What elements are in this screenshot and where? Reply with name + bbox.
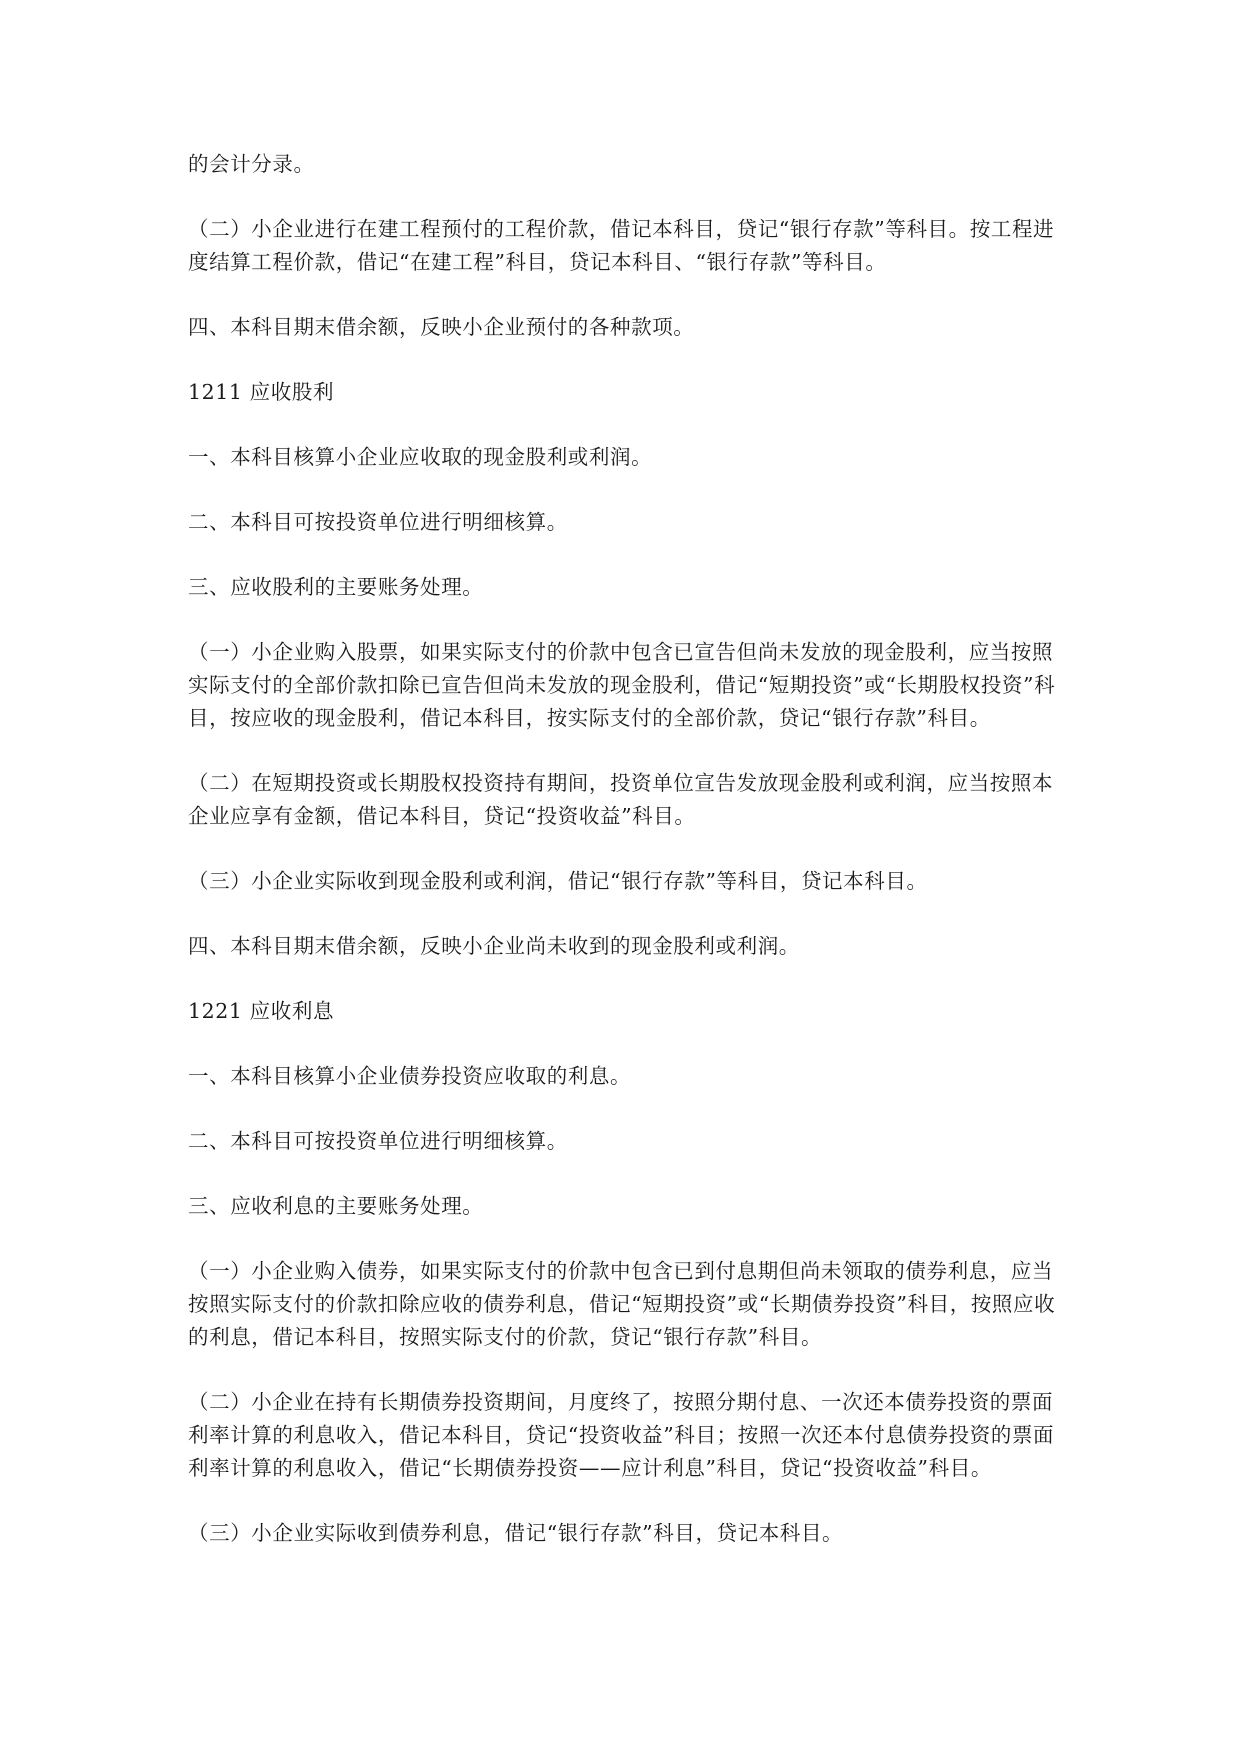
paragraph: 的会计分录。 <box>188 152 315 176</box>
paragraph: 四、本科目期末借余额，反映小企业尚未收到的现金股利或利润。 <box>188 934 800 958</box>
paragraph: 二、本科目可按投资单位进行明细核算。 <box>188 510 568 534</box>
paragraph: 一、本科目核算小企业应收取的现金股利或利润。 <box>188 445 653 469</box>
paragraph: 四、本科目期末借余额，反映小企业预付的各种款项。 <box>188 315 695 339</box>
paragraph: 三、应收利息的主要账务处理。 <box>188 1194 484 1218</box>
paragraph: （一）小企业购入股票，如果实际支付的价款中包含已宣告但尚未发放的现金股利，应当按照实际支付的全部价款扣除已宣告但尚未发放的现金股利，借记“短期投资”或“长期股权投资”科目，按应收的现金股利，借记本科目，按实际支付的全部价款，贷记“银行存款”科目。 <box>188 640 1056 730</box>
paragraph: （三）小企业实际收到现金股利或利润，借记“银行存款”等科目，贷记本科目。 <box>188 869 928 893</box>
paragraph: （三）小企业实际收到债券利息，借记“银行存款”科目，贷记本科目。 <box>188 1521 844 1545</box>
paragraph: （二）在短期投资或长期股权投资持有期间，投资单位宣告发放现金股利或利润，应当按照本企业应享有金额，借记本科目，贷记“投资收益”科目。 <box>188 771 1054 828</box>
paragraph: （一）小企业购入债券，如果实际支付的价款中包含已到付息期但尚未领取的债券利息，应当按照实际支付的价款扣除应收的债券利息，借记“短期投资”或“长期债券投资”科目，按照应收的利息，借记本科目，按照实际支付的价款，贷记“银行存款”科目。 <box>188 1259 1056 1349</box>
paragraph: （二）小企业在持有长期债券投资期间，月度终了，按照分期付息、一次还本债券投资的票面利率计算的利息收入，借记本科目，贷记“投资收益”科目；按照一次还本付息债券投资的票面利率计算的利息收入，借记“长期债券投资——应计利息”科目，贷记“投资收益”科目。 <box>188 1390 1055 1480</box>
paragraph: 一、本科目核算小企业债券投资应收取的利息。 <box>188 1064 632 1088</box>
paragraph: 三、应收股利的主要账务处理。 <box>188 575 484 599</box>
section-heading: 1211 应收股利 <box>188 380 335 404</box>
paragraph: （二）小企业进行在建工程预付的工程价款，借记本科目，贷记“银行存款”等科目。按工程进度结算工程价款，借记“在建工程”科目，贷记本科目、“银行存款”等科目。 <box>188 217 1055 274</box>
paragraph: 二、本科目可按投资单位进行明细核算。 <box>188 1129 568 1153</box>
document-body <box>188 148 1066 1582</box>
section-heading: 1221 应收利息 <box>188 999 335 1023</box>
